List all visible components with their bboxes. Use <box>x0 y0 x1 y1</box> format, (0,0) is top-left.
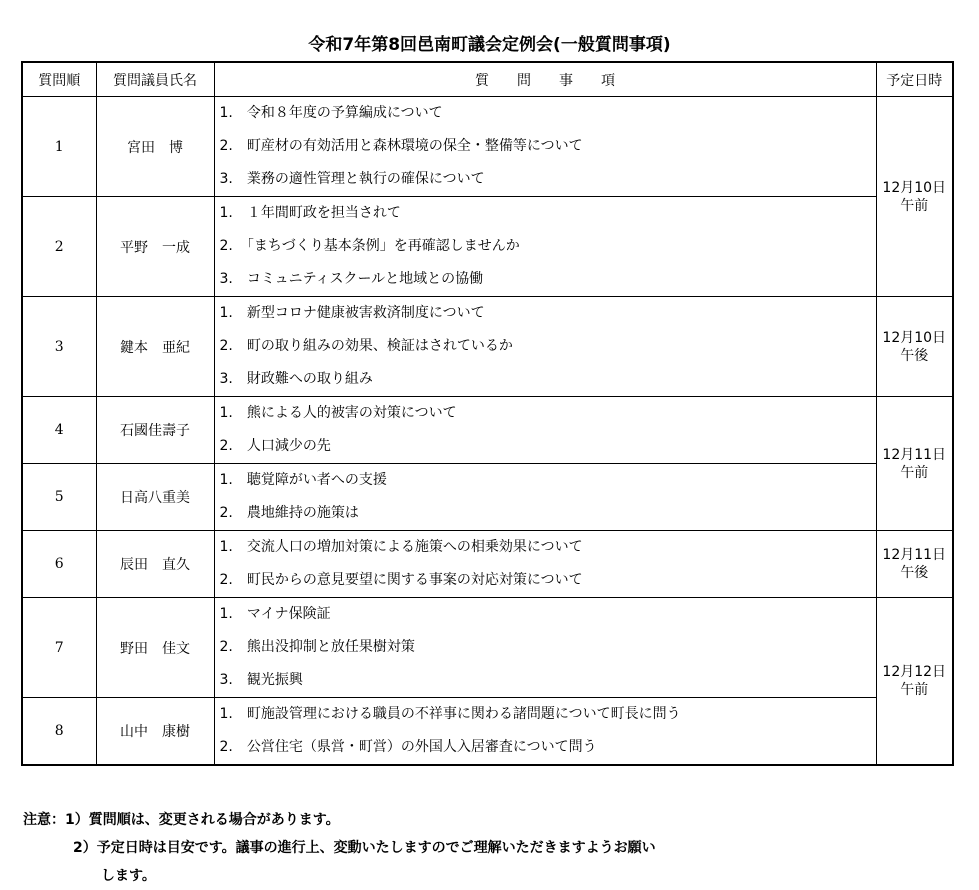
note-2: 2）予定日時は目安です。議事の進行上、変動いたしますのでご理解いただきますようお願い <box>73 840 656 856</box>
header-date: 予定日時 <box>876 62 953 97</box>
table-row <box>22 397 953 464</box>
row-items <box>214 397 876 464</box>
question-item: 2. 農地維持の施策は <box>219 505 359 521</box>
schedule-date <box>876 97 953 297</box>
question-item: 1. 熊による人的被害の対策について <box>219 405 457 421</box>
table-row <box>22 97 953 197</box>
row-items <box>214 297 876 397</box>
date-day: 12月11日 <box>882 547 947 563</box>
note-1: 1）質問順は、変更される場合があります。 <box>65 812 340 828</box>
question-item: 1. マイナ保険証 <box>219 606 331 622</box>
question-item: 2. 町民からの意見要望に関する事案の対応対策について <box>219 572 583 588</box>
row-items <box>214 97 876 197</box>
question-item: 1. １年間町政を担当されて <box>219 205 401 221</box>
row-order: 4 <box>22 397 96 464</box>
schedule-date <box>876 531 953 598</box>
row-member: 宮田 博 <box>96 97 214 197</box>
row-order: 1 <box>22 97 96 197</box>
table-row <box>22 464 953 531</box>
row-member: 山中 康樹 <box>96 698 214 766</box>
row-items <box>214 531 876 598</box>
date-period: 午後 <box>900 565 929 581</box>
header-items: 質 問 事 項 <box>214 62 876 97</box>
question-item: 2. 熊出没抑制と放任果樹対策 <box>219 639 415 655</box>
question-item: 1. 令和８年度の予算編成について <box>219 105 443 121</box>
row-items <box>214 598 876 698</box>
note-2-continued: します。 <box>101 868 156 884</box>
row-order: 3 <box>22 297 96 397</box>
row-order: 7 <box>22 598 96 698</box>
schedule-date <box>876 397 953 531</box>
row-order: 5 <box>22 464 96 531</box>
date-day: 12月10日 <box>882 329 947 346</box>
question-item: 2. 「まちづくり基本条例」を再確認しませんか <box>219 238 520 254</box>
header-member: 質問議員氏名 <box>96 62 214 97</box>
row-member: 平野 一成 <box>96 197 214 297</box>
row-order: 2 <box>22 197 96 297</box>
question-item: 2. 町の取り組みの効果、検証はされているか <box>219 338 513 354</box>
table-row <box>22 531 953 598</box>
question-item: 3. 業務の適性管理と執行の確保について <box>219 171 485 187</box>
date-day: 12月11日 <box>882 446 947 463</box>
row-items <box>214 464 876 531</box>
row-member: 日高八重美 <box>96 464 214 531</box>
question-item: 1. 交流人口の増加対策による施策への相乗効果について <box>219 539 583 555</box>
row-order: 6 <box>22 531 96 598</box>
question-item: 2. 人口減少の先 <box>219 438 331 454</box>
table-header-row <box>22 62 953 97</box>
row-member: 鍵本 亜紀 <box>96 297 214 397</box>
schedule-date <box>876 598 953 766</box>
schedule-table <box>21 61 954 766</box>
notes-section <box>23 806 656 890</box>
row-member: 辰田 直久 <box>96 531 214 598</box>
page-title: 令和7年第8回邑南町議会定例会(一般質問事項) <box>308 35 671 55</box>
question-item: 1. 新型コロナ健康被害救済制度について <box>219 305 485 321</box>
row-items <box>214 698 876 766</box>
header-order: 質問順 <box>22 62 96 97</box>
row-items <box>214 197 876 297</box>
date-period: 午前 <box>900 197 929 214</box>
row-member: 石國佳壽子 <box>96 397 214 464</box>
table-row <box>22 197 953 297</box>
question-item: 1. 町施設管理における職員の不祥事に関わる諸問題について町長に問う <box>219 706 681 722</box>
question-item: 3. 財政難への取り組み <box>219 371 373 387</box>
table-row <box>22 598 953 698</box>
date-day: 12月12日 <box>882 664 947 680</box>
table-row <box>22 297 953 397</box>
date-period: 午前 <box>900 682 929 698</box>
table-row <box>22 698 953 766</box>
question-item: 3. コミュニティスクールと地域との協働 <box>219 271 484 287</box>
row-order: 8 <box>22 698 96 766</box>
question-item: 3. 観光振興 <box>219 672 303 688</box>
note-line <box>23 806 656 834</box>
date-period: 午前 <box>900 464 929 481</box>
question-item: 2. 公営住宅（県営・町営）の外国人入居審査について問う <box>219 739 597 755</box>
schedule-date <box>876 297 953 397</box>
date-period: 午後 <box>900 347 929 364</box>
date-day: 12月10日 <box>882 179 947 196</box>
notes-label: 注意： <box>23 812 65 828</box>
question-item: 1. 聴覚障がい者への支援 <box>219 472 387 488</box>
row-member: 野田 佳文 <box>96 598 214 698</box>
question-item: 2. 町産材の有効活用と森林環境の保全・整備等について <box>219 138 583 154</box>
